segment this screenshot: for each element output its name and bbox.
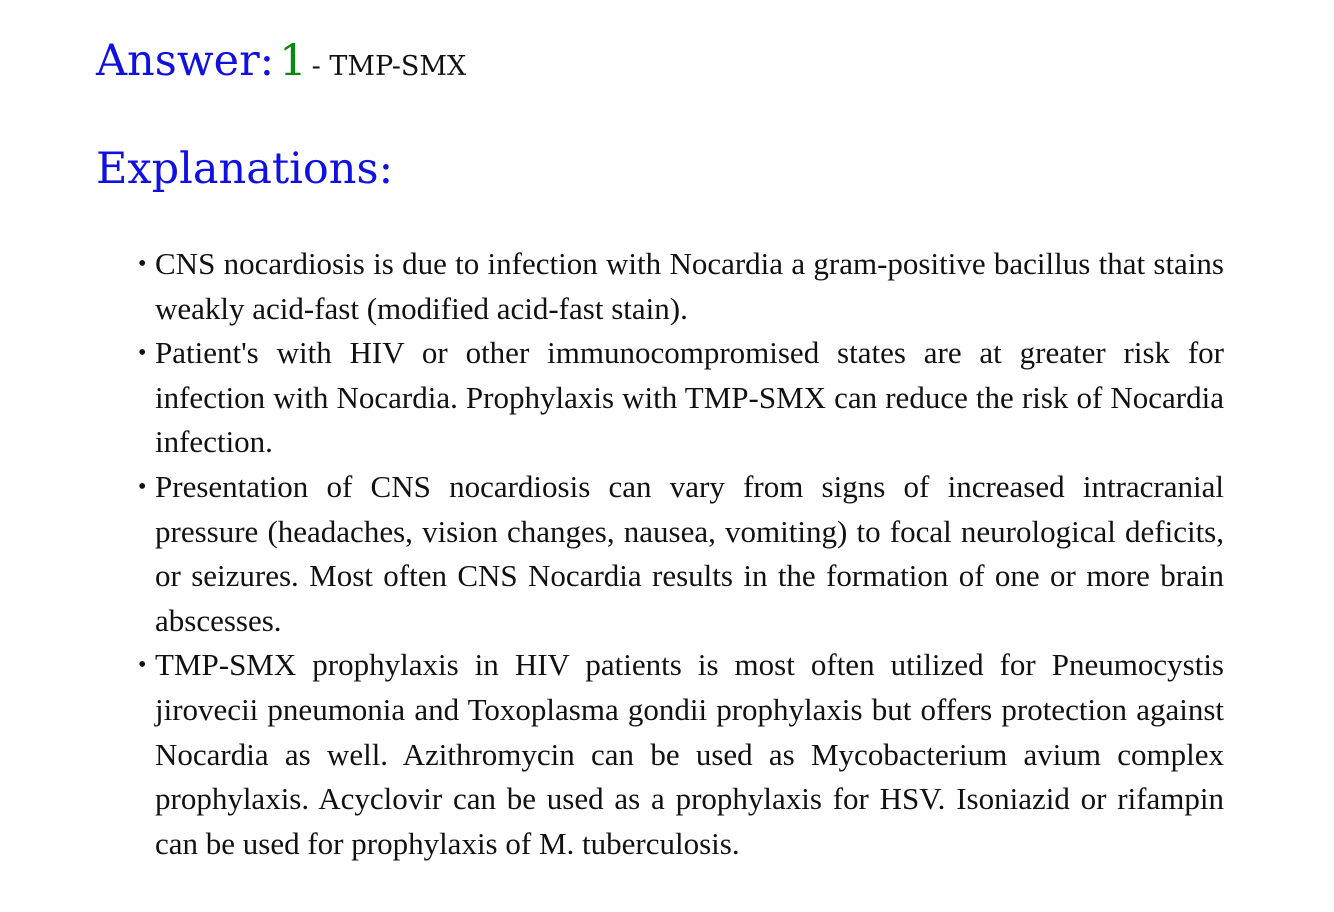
bullet-icon: • (138, 251, 147, 277)
explanation-item-presentation (138, 465, 1224, 643)
explanation-item-prophylaxis (138, 643, 1224, 866)
bullet-icon: • (138, 473, 147, 500)
explanation-item-hiv-risk (138, 331, 1224, 465)
answer-label: Answer: (96, 36, 275, 86)
answer-text: - TMP-SMX (311, 51, 467, 82)
explanation-list (138, 242, 1224, 866)
explanation-text: TMP-SMX prophylaxis in HIV patients is most often utilized for Pneumocystis jirovecii pneumonia and Toxoplasma gondii prophylaxis but offers protection against Nocardia as well. Azithromycin can be used as Mycobacterium avium complex prophylaxis. Acyclovir can be used as a prophylaxis for HSV. Isoniazid or rifampin can be used for prophylaxis of M. tuberculosis. (155, 647, 1224, 861)
explanation-item-nocardia-definition (138, 242, 1224, 331)
explanation-text: Presentation of CNS nocardiosis can vary from signs of increased intracranial pressure (headaches, vision changes, nausea, vomiting) to focal neurological deficits, or seizures. Most often CNS Nocardia results in the formation of one or more brain abscesses. (155, 468, 1224, 638)
answer-line (96, 36, 467, 86)
explanations-heading: Explanations: (96, 144, 394, 194)
answer-number: 1 (279, 36, 307, 86)
explanation-text: CNS nocardiosis is due to infection with Nocardia a gram-positive bacillus that stains weakly acid-fast (modified acid-fast stain). (155, 246, 1224, 326)
bullet-icon: • (138, 340, 147, 367)
explanation-text: Patient's with HIV or other immunocompromised states are at greater risk for infection with Nocardia. Prophylaxis with TMP-SMX can reduce the risk of Nocardia infection. (155, 335, 1224, 460)
bullet-icon: • (138, 652, 147, 679)
